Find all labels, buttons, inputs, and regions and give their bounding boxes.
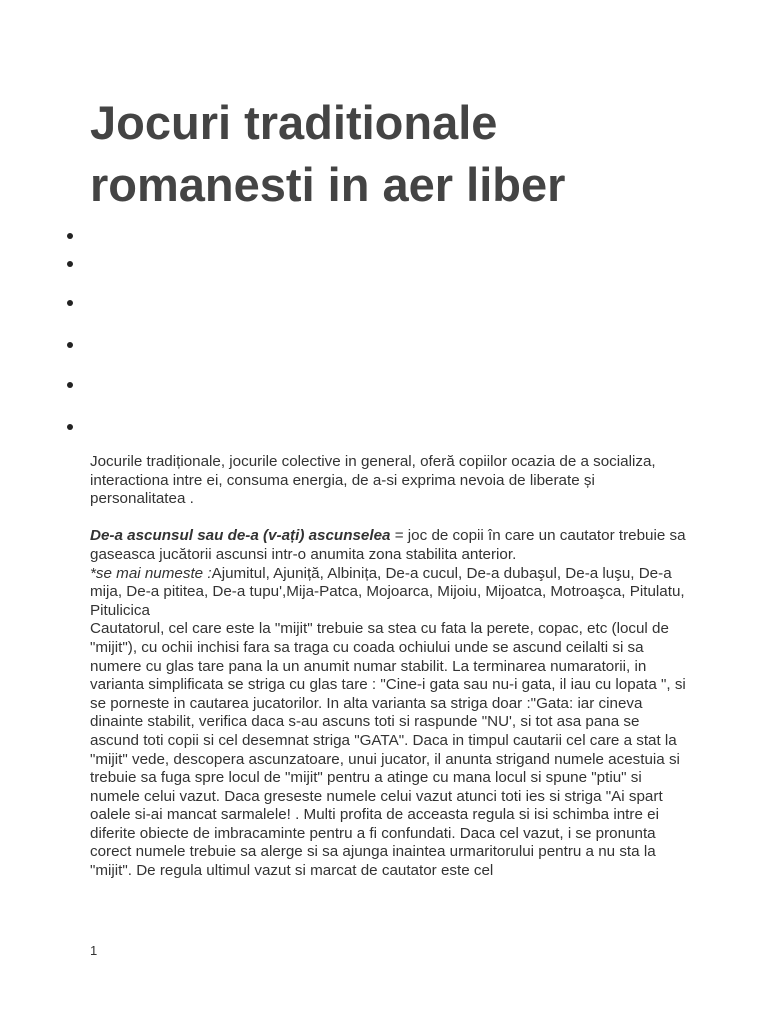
aka-names: Ajumitul, Ajuniță, Albinița, De-a cucul, De-a dubaşul, De-a luşu, De-a mija, De-a pititea, De-a tupu',Mija-Patca, Mojoarca, Mijoiu, Mijoatca, Motroaşca, Pitulatu, Pitulicica [90,564,685,619]
document-title [90,92,730,216]
page-number: 1 [90,943,98,958]
bullet-marker [67,382,73,388]
bullet-marker [67,424,73,430]
title-line-1: Jocuri traditionale [90,96,498,149]
bullet-marker [67,233,73,239]
section-definition: = joc de copii în care un cautator trebuie sa gaseasca jucătorii ascunsi intr-o anumita zona stabilita anterior. [90,527,686,563]
section-definition-paragraph [90,527,690,564]
description-paragraph: Cautatorul, cel care este la "mijit" trebuie sa stea cu fata la perete, copac, etc (locul de "mijit"), cu ochii inchisi fara sa traga cu coada ochiului unde se ascund ceilalti si sa numere cu glas tare pana la un anumit numar stabilit. La terminarea numaratorii, in varianta simplificata se striga cu glas tare : "Cine-i gata sau nu-i gata, il iau cu lopata ", si se porneste in cautarea jucatorilor. In alta varianta sa striga doar :"Gata: iar cineva dinainte stabilit, verifica daca s-au ascuns toti si raspunde "NU', si tot asa pana se ascund toti copii si cel desemnat striga "GATA". Daca in timpul cautarii cel care a stat la "mijit" vede, descopera ascunzatoare, unui jucator, il anunta strigand numele acestuia si trebuie sa fuga spre locul de "mijit" pentru a atinge cu mana locul si spune "ptiu" si numele celui vazut. Daca greseste numele celui vazut atunci toti ies si striga "Ai spart oalele si-ai mancat sarmalele! . Multi profita de acceasta regula si isi schimba intre ei diferite obiecte de imbracaminte pentru a fi confundati. Daca cel vazut, i se pronunta corect numele trebuie sa alerge si sa ajunga inaintea urmaritorului pentru a nu sta la "mijit". De regula ultimul vazut si marcat de cautator este cel [90,620,686,880]
title-line-2: romanesti in aer liber [90,158,566,211]
section-heading: De-a ascunsul sau de-a (v-ați) ascunselea [90,527,391,545]
bullet-marker [67,342,73,348]
bullet-marker [67,300,73,306]
aka-paragraph [90,565,690,621]
document-body [90,453,690,881]
aka-label: *se mai numeste : [90,564,212,582]
intro-paragraph: Jocurile tradiționale, jocurile colective in general, oferă copiilor ocazia de a socializa, interactiona intre ei, consuma energia, de a-si exprima nevoia de liberate și personalitatea . [90,453,656,508]
bullet-marker [67,261,73,267]
